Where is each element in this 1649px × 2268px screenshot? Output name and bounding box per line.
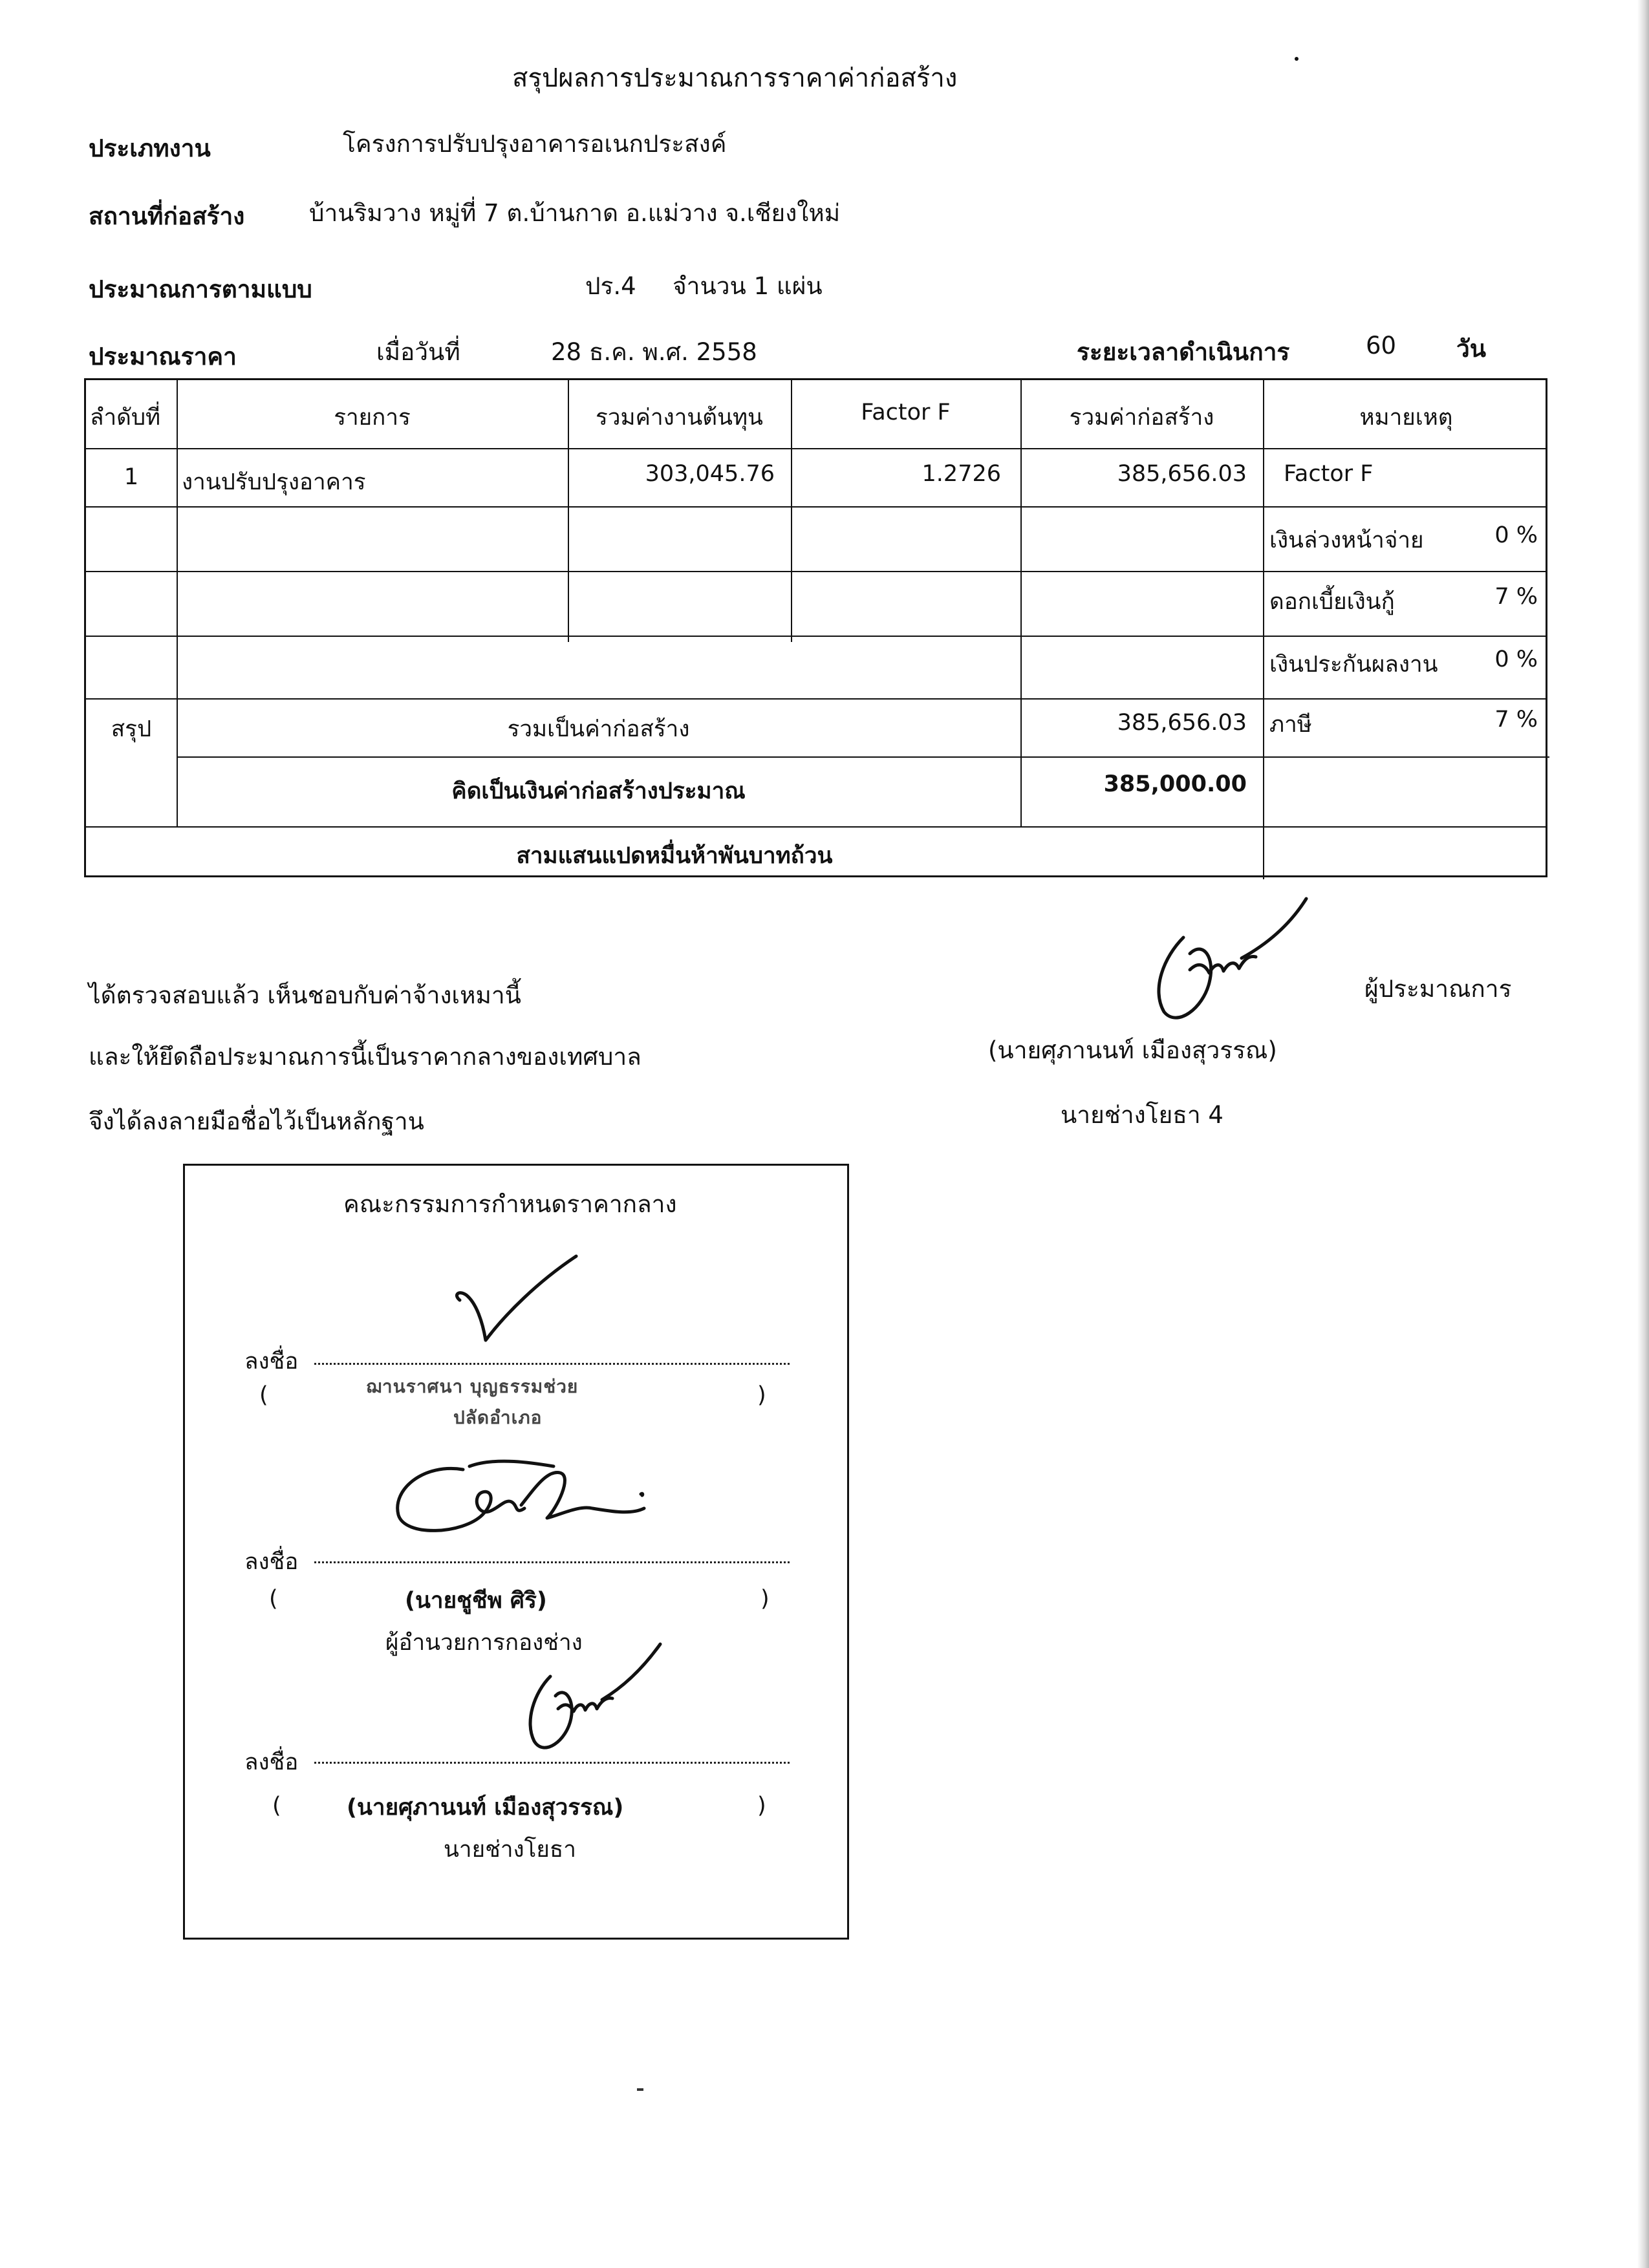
member2-name: (นายชูชีพ ศิริ) <box>405 1588 547 1614</box>
estimator-position: นายช่างโยธา 4 <box>1061 1101 1223 1129</box>
member1-stamp-position: ปลัดอำเภอ <box>453 1407 543 1428</box>
member1-sign-label: ลงชื่อ <box>244 1349 299 1375</box>
site-value: บ้านริมวาง หมู่ที่ 7 ต.บ้านกาด อ.แม่วาง จ.เชียงใหม่ <box>309 199 841 227</box>
duration-value: 60 <box>1366 332 1397 359</box>
site-label: สถานที่ก่อสร้าง <box>89 202 245 230</box>
plan-label: ประมาณการตามแบบ <box>89 275 312 303</box>
type-value: โครงการปรับปรุงอาคารอเนกประสงค์ <box>343 130 727 158</box>
col-header-item: รายการ <box>334 405 411 431</box>
col-header-factor: Factor F <box>861 400 951 425</box>
remark-guarantee-value: 0 % <box>1494 647 1538 672</box>
estimator-role: ผู้ประมาณการ <box>1364 975 1512 1003</box>
remark-advance-value: 0 % <box>1494 522 1538 548</box>
remark-factor-label: Factor F <box>1284 461 1374 487</box>
member3-paren-open: ( <box>272 1793 281 1819</box>
member1-paren-close: ) <box>757 1382 766 1408</box>
member1-stamp-name: ฌานราศนา บุญธรรมช่วย <box>366 1376 579 1397</box>
member3-signature <box>499 1625 680 1767</box>
plan-form: ปร.4 <box>585 272 636 300</box>
member1-sign-line <box>314 1363 790 1365</box>
member3-paren-close: ) <box>757 1793 766 1819</box>
row1-factor: 1.2726 <box>921 461 1001 487</box>
committee-box <box>183 1164 849 1940</box>
duration-label: ระยะเวลาดำเนินการ <box>1077 338 1290 366</box>
approval-line-2: และให้ยึดถือประมาณการนี้เป็นราคากลางของเทศบาล <box>89 1043 641 1071</box>
approval-line-1: ได้ตรวจสอบแล้ว เห็นชอบกับค่าจ้างเหมานี้ <box>89 981 521 1009</box>
estimator-signature <box>1112 879 1319 1041</box>
row1-total: 385,656.03 <box>1117 461 1247 487</box>
member1-signature <box>447 1250 589 1360</box>
col-header-cost: รวมค่างานต้นทุน <box>596 405 763 431</box>
plan-count: จำนวน 1 แผ่น <box>673 272 823 300</box>
date-label: เมื่อวันที่ <box>376 338 460 366</box>
member1-paren-open: ( <box>259 1382 268 1408</box>
member3-sign-label: ลงชื่อ <box>244 1749 299 1775</box>
committee-title: คณะกรรมการกำหนดราคากลาง <box>343 1190 677 1218</box>
remark-tax-value: 7 % <box>1494 707 1538 733</box>
member2-paren-open: ( <box>269 1586 278 1612</box>
member3-sign-line <box>314 1762 790 1764</box>
duration-unit: วัน <box>1456 335 1487 363</box>
col-header-total: รวมค่าก่อสร้าง <box>1069 405 1214 431</box>
page-mark <box>637 2088 643 2091</box>
remark-guarantee-label: เงินประกันผลงาน <box>1269 652 1438 678</box>
col-header-no: ลำดับที่ <box>90 405 161 431</box>
summary-sum-text: รวมเป็นค่าก่อสร้าง <box>507 716 690 742</box>
member2-paren-close: ) <box>760 1586 770 1612</box>
page-edge-shadow <box>1637 0 1649 2268</box>
summary-estimate-value: 385,000.00 <box>1103 771 1247 797</box>
amount-in-words: สามแสนแปดหมื่นห้าพันบาทถ้วน <box>516 843 833 869</box>
remark-advance-label: เงินล่วงหน้าจ่าย <box>1269 528 1424 553</box>
estimate-table <box>84 378 1547 877</box>
row1-no: 1 <box>124 464 139 490</box>
member3-name: (นายศุภานนท์ เมืองสุวรรณ) <box>347 1795 624 1821</box>
date-value: 28 ธ.ค. พ.ศ. 2558 <box>551 338 757 366</box>
member2-position: ผู้อำนวยการกองช่าง <box>385 1630 583 1656</box>
member2-sign-label: ลงชื่อ <box>244 1549 299 1575</box>
summary-estimate-text: คิดเป็นเงินค่าก่อสร้างประมาณ <box>451 778 746 804</box>
corner-dot <box>1295 57 1299 61</box>
summary-label: สรุป <box>111 716 152 742</box>
col-header-remark: หมายเหตุ <box>1359 405 1453 431</box>
row1-item: งานปรับปรุงอาคาร <box>182 469 366 495</box>
type-label: ประเภทงาน <box>89 134 211 162</box>
row1-cost: 303,045.76 <box>645 461 775 487</box>
remark-interest-value: 7 % <box>1494 584 1538 610</box>
remark-tax-label: ภาษี <box>1269 712 1312 738</box>
member3-position: นายช่างโยธา <box>444 1837 576 1863</box>
approval-line-3: จึงได้ลงลายมือชื่อไว้เป็นหลักฐาน <box>89 1107 424 1135</box>
price-label: ประมาณราคา <box>89 343 237 370</box>
document-title: สรุปผลการประมาณการราคาค่าก่อสร้าง <box>512 63 958 93</box>
estimator-name: (นายศุภานนท์ เมืองสุวรรณ) <box>988 1036 1277 1064</box>
member2-sign-line <box>314 1561 790 1563</box>
summary-sum-value: 385,656.03 <box>1117 710 1247 736</box>
member2-signature <box>385 1444 657 1554</box>
remark-interest-label: ดอกเบี้ยเงินกู้ <box>1269 589 1395 615</box>
